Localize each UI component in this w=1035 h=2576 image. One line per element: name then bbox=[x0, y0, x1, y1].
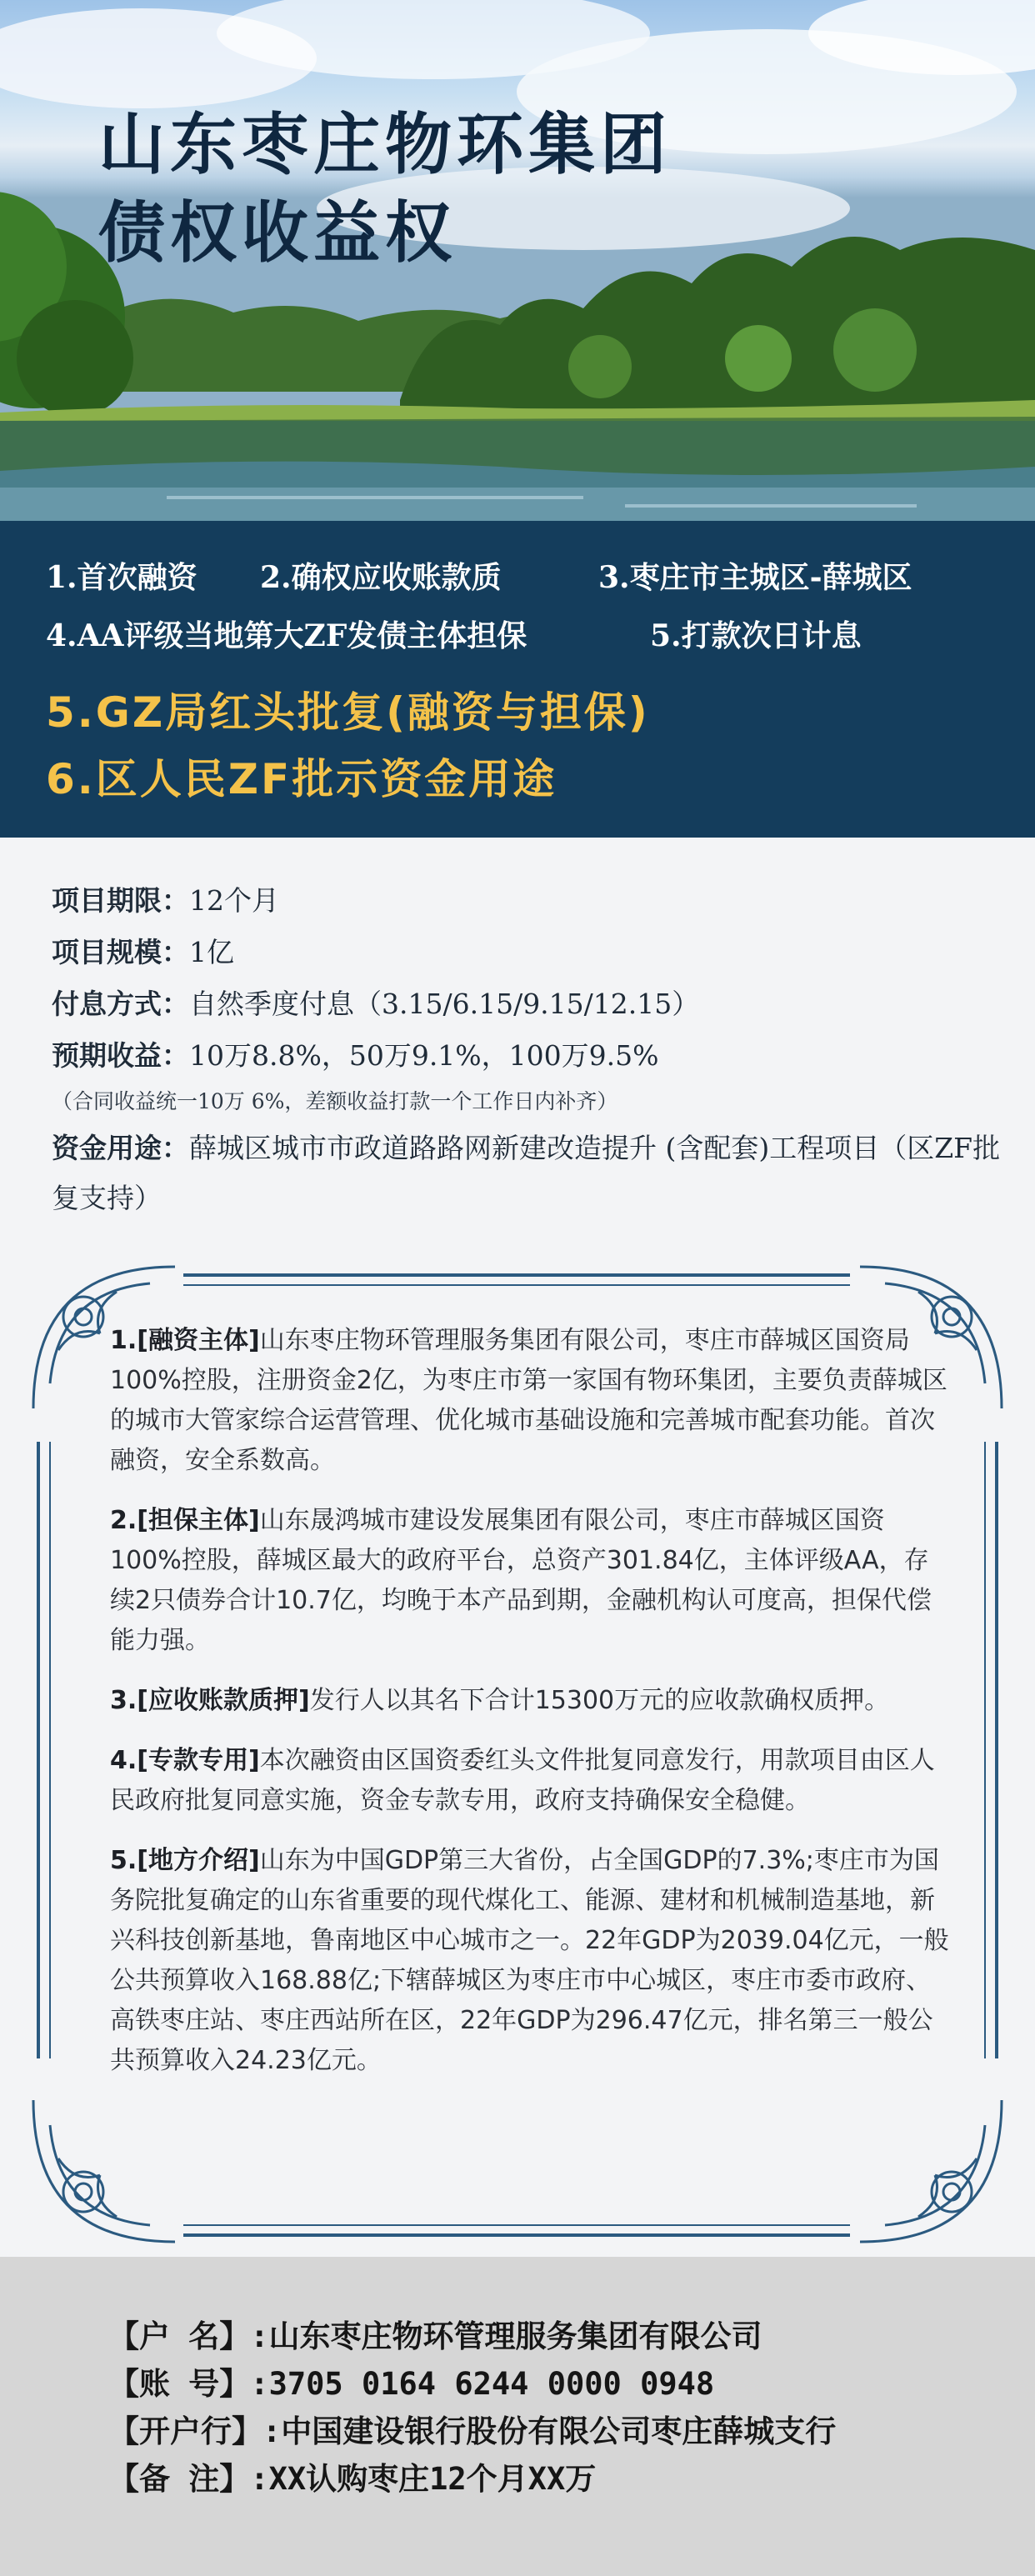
yield-row: 预期收益：10万8.8%，50万9.1%，100万9.5% bbox=[52, 1039, 659, 1072]
use-row: 资金用途：薛城区城市市政道路路网新建改造提升 (含配套)工程项目（区ZF批复支持） bbox=[52, 1132, 1001, 1214]
page-title bbox=[98, 100, 672, 277]
account-name-row: 【户 名】:山东枣庄物环管理服务集团有限公司 bbox=[108, 2318, 762, 2354]
account-info bbox=[0, 2257, 1035, 2576]
interest-row: 付息方式：自然季度付息（3.15/6.15/9.15/12.15） bbox=[52, 988, 700, 1020]
yield-note: （合同收益统一10万 6%，差额收益打款一个工作日内补齐） bbox=[52, 1089, 618, 1113]
highlight-item: 4.AA评级当地第大ZF发债主体担保 bbox=[46, 618, 528, 653]
highlights-band bbox=[0, 521, 1035, 838]
detail-paragraph: 5.[地方介绍]山东为中国GDP第三大省份，占全国GDP的7.3%;枣庄市为国务院批复确定的山东省重要的现代煤化工、能源、建材和机械制造基地，新兴科技创新基地，鲁南地区中心城市之一。22年GDP为2039.04亿元，一般公共预算收入168.88亿;下辖薛城区为枣庄市中心城区，枣庄市委市政府、高铁枣庄站、枣庄西站所在区，22年GDP为296.47亿元，排名第三一般公共预算收入24.23亿元。 bbox=[110, 1846, 949, 2075]
term-row: 项目期限：12个月 bbox=[52, 884, 279, 917]
account-remark-row: 【备 注】:XX认购枣庄12个月XX万 bbox=[108, 2461, 597, 2497]
detail-paragraph: 2.[担保主体]山东晟鸿城市建设发展集团有限公司，枣庄市薛城区国资100%控股，薛城区最大的政府平台，总资产301.84亿，主体评级AA，存续2只债券合计10.7亿，均晚于本产品到期，金融机构认可度高，担保代偿能力强。 bbox=[110, 1506, 932, 1655]
project-summary bbox=[52, 875, 1002, 1223]
highlight-item: 2.确权应收账款质 bbox=[260, 560, 502, 595]
highlight-item: 5.打款次日计息 bbox=[650, 618, 862, 653]
title-line-1: 山东枣庄物环集团 bbox=[98, 105, 672, 183]
highlight-major: 6.区人民ZF批示资金用途 bbox=[46, 755, 558, 803]
title-line-2: 债权收益权 bbox=[98, 193, 457, 272]
account-bank-row: 【开户行】:中国建设银行股份有限公司枣庄薛城支行 bbox=[108, 2413, 837, 2449]
detail-paragraph: 3.[应收账款质押]发行人以其名下合计15300万元的应收款确权质押。 bbox=[110, 1686, 890, 1715]
highlight-item: 1.首次融资 bbox=[46, 560, 198, 595]
project-details bbox=[110, 1321, 952, 2101]
account-number-row: 【账 号】:3705 0164 6244 0000 0948 bbox=[108, 2366, 715, 2402]
highlight-major: 5.GZ局红头批复(融资与担保) bbox=[46, 688, 650, 737]
detail-paragraph: 4.[专款专用]本次融资由区国资委红头文件批复同意发行，用款项目由区人民政府批复同意实施，资金专款专用，政府支持确保安全稳健。 bbox=[110, 1746, 935, 1815]
highlight-item: 3.枣庄市主城区-薛城区 bbox=[598, 560, 912, 595]
hero-banner bbox=[0, 0, 1035, 521]
scale-row: 项目规模：1亿 bbox=[52, 936, 234, 968]
detail-paragraph: 1.[融资主体]山东枣庄物环管理服务集团有限公司，枣庄市薛城区国资局100%控股，注册资金2亿，为枣庄市第一家国有物环集团，主要负责薛城区的城市大管家综合运营管理、优化城市基础设施和完善城市配套功能。首次融资，安全系数高。 bbox=[110, 1326, 948, 1475]
